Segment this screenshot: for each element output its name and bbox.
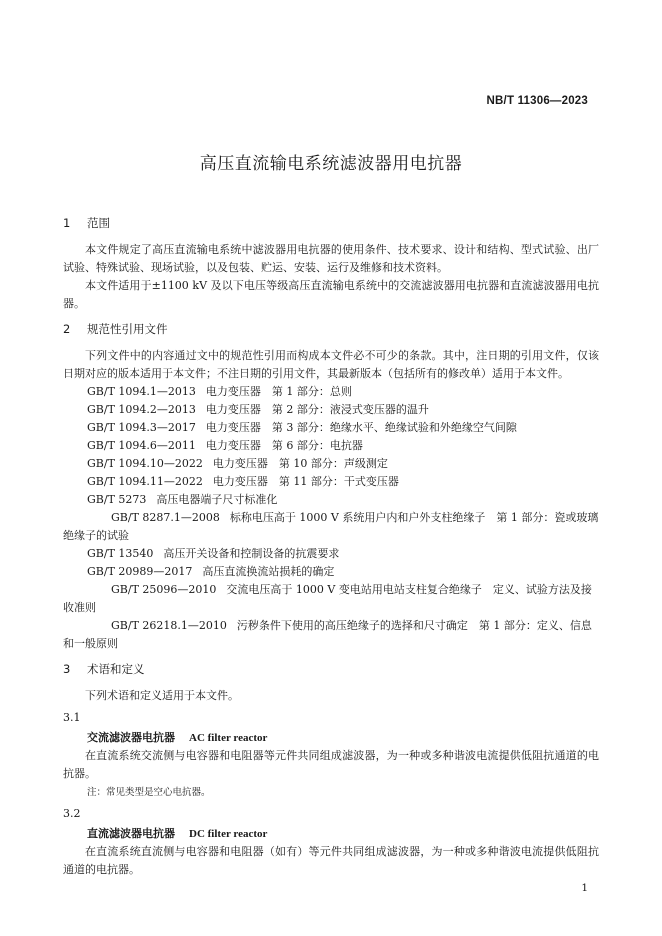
reference-code: GB/T 25096—2010 (111, 583, 217, 596)
reference-item (63, 473, 599, 491)
standard-code: NB/T 11306—2023 (486, 95, 588, 107)
reference-title: 高压开关设备和控制设备的抗震要求 (163, 547, 340, 560)
reference-code: GB/T 1094.10—2022 (87, 457, 203, 470)
reference-code: GB/T 26218.1—2010 (111, 619, 227, 632)
section-2-heading (63, 321, 599, 337)
reference-code: GB/T 1094.2—2013 (87, 403, 196, 416)
section-3-heading (63, 661, 599, 677)
reference-title: 交流电压高于 1000 V 变电站用电站支柱复合绝缘子 定义、试验方法及接收准则 (63, 583, 592, 614)
reference-title: 标称电压高于 1000 V 系统用户内和户外支柱绝缘子 第 1 部分：瓷或玻璃绝缘子的试验 (63, 511, 599, 542)
reference-title: 高压电器端子尺寸标准化 (156, 493, 278, 506)
reference-code: GB/T 1094.11—2022 (87, 475, 203, 488)
document-title: 高压直流输电系统滤波器用电抗器 (199, 154, 463, 174)
term-number: 3.2 (63, 807, 81, 820)
section-number: 2 (63, 322, 71, 336)
section-number: 1 (63, 216, 71, 230)
section-title: 范围 (87, 216, 110, 230)
section-title: 术语和定义 (87, 662, 145, 676)
term-note: 注：常见类型是空心电抗器。 (87, 787, 211, 798)
reference-code: GB/T 20989—2017 (87, 565, 193, 578)
reference-item (63, 509, 599, 545)
reference-code: GB/T 8287.1—2008 (111, 511, 220, 524)
term-name-en: AC filter reactor (189, 732, 268, 744)
scope-paragraph: 本文件规定了高压直流输电系统中滤波器用电抗器的使用条件、技术要求、设计和结构、型式试验、出厂试验、特殊试验、现场试验，以及包装、贮运、安装、运行及维修和技术资料。 (63, 243, 599, 274)
section-number: 3 (63, 662, 71, 676)
section-1-heading (63, 215, 599, 231)
reference-title: 电力变压器 第 6 部分：电抗器 (205, 439, 363, 452)
page-number: 1 (581, 882, 588, 894)
reference-code: GB/T 5273 (87, 493, 147, 506)
reference-item (63, 455, 599, 473)
term-name (63, 729, 599, 747)
reference-title: 高压直流换流站损耗的确定 (202, 565, 335, 578)
reference-title: 电力变压器 第 1 部分：总则 (205, 385, 352, 398)
reference-title: 电力变压器 第 3 部分：绝缘水平、绝缘试验和外绝缘空气间隙 (205, 421, 517, 434)
reference-title: 电力变压器 第 2 部分：液浸式变压器的温升 (205, 403, 429, 416)
reference-item (63, 581, 599, 617)
reference-item (63, 419, 599, 437)
reference-code: GB/T 1094.3—2017 (87, 421, 196, 434)
reference-item (63, 617, 599, 653)
term-name-en: DC filter reactor (189, 828, 268, 840)
reference-item (63, 545, 599, 563)
reference-code: GB/T 13540 (87, 547, 154, 560)
reference-item (63, 401, 599, 419)
term-definition: 在直流系统交流侧与电容器和电阻器等元件共同组成滤波器，为一种或多种谐波电流提供低阻抗通道的电抗器。 (63, 749, 599, 780)
reference-item (63, 491, 599, 509)
section-title: 规范性引用文件 (87, 322, 168, 336)
reference-code: GB/T 1094.1—2013 (87, 385, 196, 398)
reference-list (63, 383, 599, 653)
reference-title: 电力变压器 第 11 部分：干式变压器 (212, 475, 399, 488)
reference-code: GB/T 1094.6—2011 (87, 439, 196, 452)
term-name-zh: 直流滤波器电抗器 (87, 827, 175, 840)
document-body (63, 215, 599, 879)
term-name-zh: 交流滤波器电抗器 (87, 731, 175, 744)
scope-paragraph: 本文件适用于±1100 kV 及以下电压等级高压直流输电系统中的交流滤波器用电抗器和直流滤波器用电抗器。 (63, 279, 599, 310)
reference-title: 污秽条件下使用的高压绝缘子的选择和尺寸确定 第 1 部分：定义、信息和一般原则 (63, 619, 592, 650)
reference-item (63, 563, 599, 581)
references-intro: 下列文件中的内容通过文中的规范性引用而构成本文件必不可少的条款。其中，注日期的引用文件，仅该日期对应的版本适用于本文件；不注日期的引用文件，其最新版本（包括所有的修改单）适用于本文件。 (63, 349, 599, 380)
reference-item (63, 383, 599, 401)
term-definition: 在直流系统直流侧与电容器和电阻器（如有）等元件共同组成滤波器，为一种或多种谐波电流提供低阻抗通道的电抗器。 (63, 845, 599, 876)
reference-title: 电力变压器 第 10 部分：声级测定 (212, 457, 388, 470)
term-number: 3.1 (63, 711, 81, 724)
term-name (63, 825, 599, 843)
terms-intro: 下列术语和定义适用于本文件。 (85, 689, 239, 702)
reference-item (63, 437, 599, 455)
